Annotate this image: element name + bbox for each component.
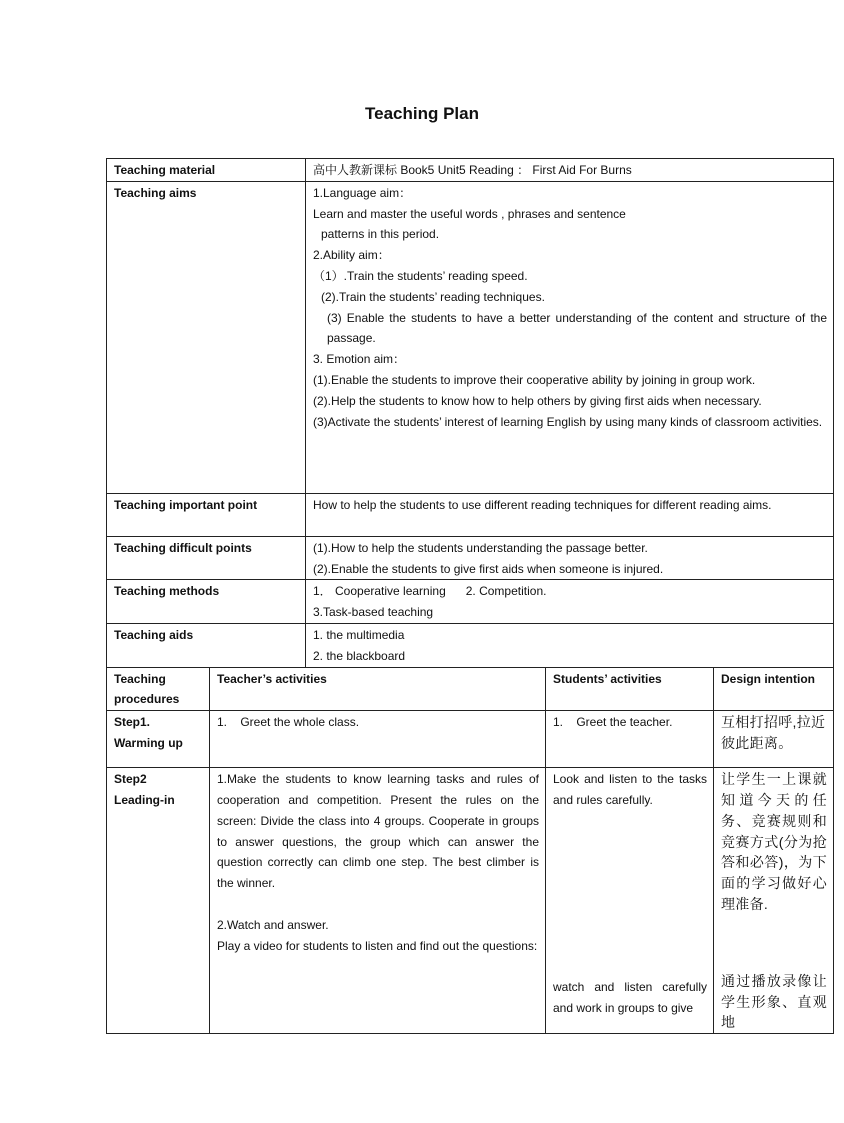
header-teaching-procedures: Teaching procedures bbox=[107, 667, 210, 711]
document-title: Teaching Plan bbox=[365, 104, 479, 123]
spacer bbox=[721, 915, 827, 971]
step2-teacher-line: Play a video for students to listen and find out the questions: bbox=[217, 938, 538, 953]
aims-line: Learn and master the useful words , phrases and sentence bbox=[313, 206, 626, 221]
header-teacher-activities: Teacher’s activities bbox=[210, 667, 546, 711]
aims-line: (2).Help the students to know how to help others by giving first aids when necessary. bbox=[313, 393, 762, 408]
step1-teacher-activity: 1. Greet the whole class. bbox=[210, 711, 546, 768]
aims-line: (1).Enable the students to improve their cooperative ability by joining in group work. bbox=[313, 372, 756, 387]
teaching-methods-content bbox=[306, 580, 834, 624]
aims-line: (3) Enable the students to have a better understanding of the content and structure of the passage. bbox=[327, 310, 828, 346]
difficult-points-content bbox=[306, 536, 834, 580]
row-step2 bbox=[107, 768, 834, 1034]
teaching-plan-table bbox=[106, 158, 834, 1034]
aims-line: 1.Language aim： bbox=[313, 185, 412, 200]
header-students-activities: Students’ activities bbox=[546, 667, 714, 711]
row-teaching-methods bbox=[107, 580, 834, 624]
step1-students-activity: 1. Greet the teacher. bbox=[546, 711, 714, 768]
step2-name: Leading-in bbox=[114, 792, 175, 807]
important-point-value: How to help the students to use different reading techniques for different reading aims. bbox=[306, 493, 834, 536]
step2-students-line: watch and listen carefully and work in groups to give bbox=[553, 979, 707, 1015]
spacer bbox=[553, 811, 707, 977]
teaching-aims-content bbox=[306, 181, 834, 493]
step2-teacher-activity bbox=[210, 768, 546, 1034]
aids-line: 2. the blackboard bbox=[313, 648, 406, 663]
teaching-aids-content bbox=[306, 623, 834, 667]
row-teaching-material bbox=[107, 159, 834, 182]
teaching-aids-label: Teaching aids bbox=[107, 623, 306, 667]
step2-number: Step2 bbox=[114, 772, 147, 787]
aids-line: 1. the multimedia bbox=[313, 627, 405, 642]
aims-line: (2).Train the students’ reading techniques. bbox=[321, 289, 545, 304]
row-step1 bbox=[107, 711, 834, 768]
aims-line: patterns in this period. bbox=[321, 227, 440, 242]
spacer bbox=[217, 894, 539, 915]
methods-line: 3.Task-based teaching bbox=[313, 605, 434, 620]
step1-number: Step1. bbox=[114, 715, 151, 730]
aims-line: （1）.Train the students’ reading speed. bbox=[313, 268, 528, 283]
difficult-points-label: Teaching difficult points bbox=[107, 536, 306, 580]
methods-line: 1． Cooperative learning 2. Competition. bbox=[313, 584, 547, 599]
aims-line: 2.Ability aim： bbox=[313, 248, 390, 263]
important-point-label: Teaching important point bbox=[107, 493, 306, 536]
row-teaching-aims bbox=[107, 181, 834, 493]
step2-design-intention bbox=[714, 768, 834, 1034]
step1-name: Warming up bbox=[114, 735, 183, 750]
step2-intention-line: 通过播放录像让学生形象、直观地 bbox=[721, 972, 828, 1031]
step2-students-activity bbox=[546, 768, 714, 1034]
step2-teacher-line: 2.Watch and answer. bbox=[217, 917, 329, 932]
step1-design-intention: 互相打招呼,拉近彼此距离。 bbox=[714, 711, 834, 768]
difficult-line: (1).How to help the students understanding the passage better. bbox=[313, 540, 648, 555]
aims-line: (3)Activate the students’ interest of learning English by using many kinds of classroom activities. bbox=[313, 414, 823, 429]
header-design-intention: Design intention bbox=[714, 667, 834, 711]
row-procedures-header bbox=[107, 667, 834, 711]
step2-students-line: Look and listen to the tasks and rules carefully. bbox=[553, 772, 707, 807]
teaching-methods-label: Teaching methods bbox=[107, 580, 306, 624]
step1-cell bbox=[107, 711, 210, 768]
difficult-line: (2).Enable the students to give first aids when someone is injured. bbox=[313, 561, 664, 576]
teaching-aims-label: Teaching aims bbox=[107, 181, 306, 493]
step2-teacher-line: 1.Make the students to know learning tasks and rules of cooperation and competition. Present the rules on the screen: Divide the class into 4 groups. Cooperate in groups to answer questions, the group which can answer the question correctly can climb one step. The best climber is the winner. bbox=[217, 772, 539, 891]
row-teaching-aids bbox=[107, 623, 834, 667]
row-difficult-points bbox=[107, 536, 834, 580]
teaching-material-label: Teaching material bbox=[107, 159, 306, 182]
step2-cell bbox=[107, 768, 210, 1034]
teaching-material-value: 高中人教新课标 Book5 Unit5 Reading ： First Aid For Burns bbox=[306, 159, 834, 182]
row-important-point bbox=[107, 493, 834, 536]
aims-line: 3. Emotion aim： bbox=[313, 352, 406, 367]
step2-intention-line: 让学生一上课就知道今天的任务、竞赛规则和竞赛方式(分为抢答和必答)，为下面的学习做好心理准备. bbox=[721, 771, 828, 912]
